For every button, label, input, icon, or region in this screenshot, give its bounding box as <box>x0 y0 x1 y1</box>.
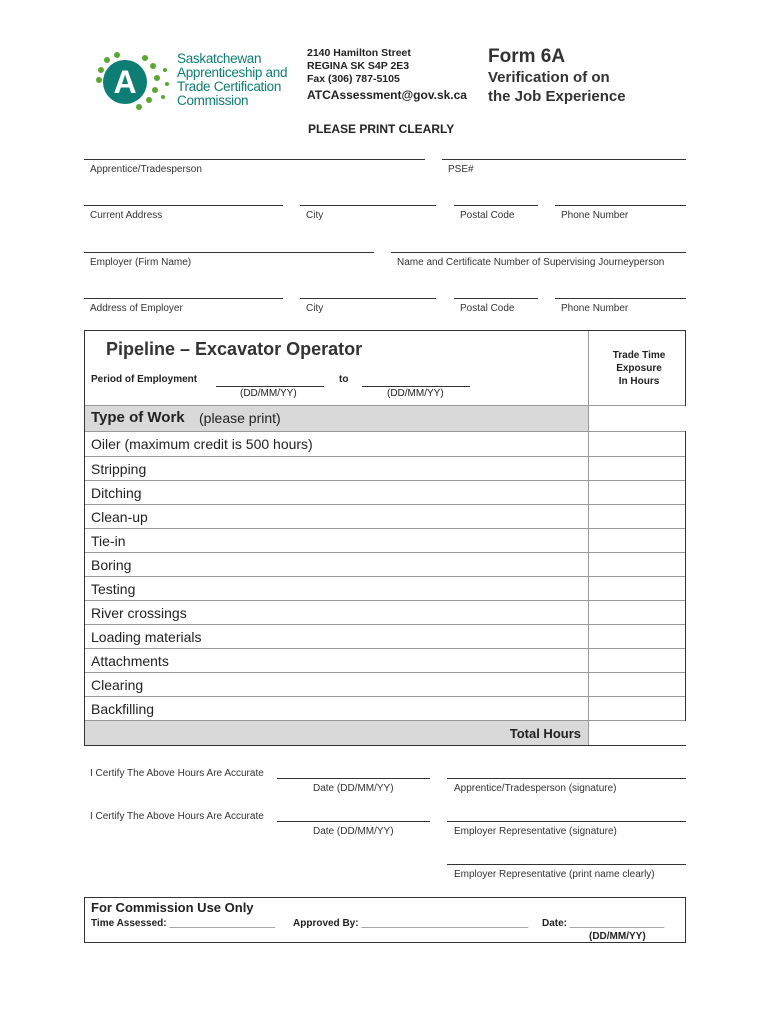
org-name: Saskatchewan Apprenticeship and Trade Certification Commission <box>177 51 288 108</box>
total-hours-row <box>85 720 685 745</box>
postal-code-label: Postal Code <box>460 210 515 221</box>
certify-statement-2: I Certify The Above Hours Are Accurate <box>90 811 264 822</box>
list-item: River crossings <box>85 600 685 624</box>
trade-time-divider <box>588 331 589 405</box>
hours-cell[interactable] <box>588 577 686 600</box>
current-address-line[interactable] <box>84 205 283 206</box>
time-assessed-field[interactable]: Time Assessed: ___________________ <box>91 918 276 929</box>
hours-cell[interactable] <box>588 432 686 456</box>
employer-signature-line[interactable] <box>447 821 686 822</box>
list-item: Ditching <box>85 480 685 504</box>
list-item: Attachments <box>85 648 685 672</box>
hours-cell[interactable] <box>588 553 686 576</box>
period-start-line[interactable] <box>216 386 324 387</box>
city-label: City <box>306 210 324 221</box>
employer-phone-label: Phone Number <box>561 303 629 314</box>
employer-city-label: City <box>306 303 324 314</box>
hours-cell[interactable] <box>588 601 686 624</box>
list-item: Tie-in <box>85 528 685 552</box>
commission-title: For Commission Use Only <box>91 900 254 915</box>
commission-date-field[interactable]: Date: _________________ <box>542 918 665 929</box>
apprentice-label: Apprentice/Tradesperson <box>90 164 202 175</box>
certify-statement-1: I Certify The Above Hours Are Accurate <box>90 768 264 779</box>
journeyperson-line[interactable] <box>391 252 686 253</box>
hours-cell[interactable] <box>588 505 686 528</box>
employer-postal-line[interactable] <box>454 298 538 299</box>
current-address-label: Current Address <box>90 210 163 221</box>
employer-address-label: Address of Employer <box>90 303 183 314</box>
list-item: Loading materials <box>85 624 685 648</box>
certify-date-line-2[interactable] <box>277 821 430 822</box>
hours-cell[interactable] <box>588 673 686 696</box>
trade-title: Pipeline – Excavator Operator <box>106 339 363 359</box>
list-item: Clean-up <box>85 504 685 528</box>
apprentice-signature-label: Apprentice/Tradesperson (signature) <box>454 783 617 794</box>
list-item: Oiler (maximum credit is 500 hours) <box>85 431 685 456</box>
list-item: Backfilling <box>85 696 685 720</box>
hours-cell[interactable] <box>588 697 686 720</box>
hours-cell[interactable] <box>588 457 686 480</box>
trade-time-header: Trade Time Exposure In Hours <box>612 350 666 387</box>
total-hours-label: Total Hours <box>509 726 581 741</box>
employer-postal-label: Postal Code <box>460 303 515 314</box>
hours-cell[interactable] <box>588 529 686 552</box>
certify-date-line-1[interactable] <box>277 778 430 779</box>
employer-city-line[interactable] <box>300 298 436 299</box>
form-number: Form 6A <box>488 46 566 67</box>
form-title: Verification of on the Job Experience <box>488 69 626 105</box>
work-hours-table <box>84 330 686 746</box>
email-address: ATCAssessment@gov.sk.ca <box>307 88 467 102</box>
pse-label: PSE# <box>448 164 474 175</box>
svg-text:A: A <box>113 64 137 100</box>
apprentice-line[interactable] <box>84 159 425 160</box>
approved-by-field[interactable]: Approved By: ______________________________ <box>293 918 529 929</box>
period-end-line[interactable] <box>362 386 470 387</box>
city-line[interactable] <box>300 205 436 206</box>
employer-line[interactable] <box>84 252 374 253</box>
list-item: Stripping <box>85 456 685 480</box>
employer-label: Employer (Firm Name) <box>90 257 192 268</box>
apprentice-signature-line[interactable] <box>447 778 686 779</box>
please-print-label: (please print) <box>199 410 281 426</box>
employer-phone-line[interactable] <box>555 298 686 299</box>
to-label: to <box>339 374 349 385</box>
phone-line[interactable] <box>555 205 686 206</box>
hours-cell[interactable] <box>588 649 686 672</box>
hours-cell[interactable] <box>588 481 686 504</box>
period-label: Period of Employment <box>91 374 198 385</box>
pse-line[interactable] <box>442 159 686 160</box>
logo <box>95 50 175 112</box>
postal-code-line[interactable] <box>454 205 538 206</box>
list-item: Boring <box>85 552 685 576</box>
employer-print-name-line[interactable] <box>447 864 686 865</box>
employer-print-name-label: Employer Representative (print name clearly) <box>454 869 655 880</box>
certify-date-label-1: Date (DD/MM/YY) <box>313 783 394 794</box>
commission-box <box>84 897 686 943</box>
period-start-format: (DD/MM/YY) <box>240 388 297 399</box>
address-block: 2140 Hamilton Street REGINA SK S4P 2E3 Fax (306) 787-5105 ATCAssessment@gov.sk.ca <box>307 47 467 102</box>
type-of-work-label: Type of Work <box>91 409 185 426</box>
journeyperson-label: Name and Certificate Number of Supervising Journeyperson <box>397 257 665 268</box>
employer-address-line[interactable] <box>84 298 283 299</box>
type-of-work-header <box>85 405 685 431</box>
period-end-format: (DD/MM/YY) <box>387 388 444 399</box>
certify-date-label-2: Date (DD/MM/YY) <box>313 826 394 837</box>
employer-signature-label: Employer Representative (signature) <box>454 826 617 837</box>
phone-label: Phone Number <box>561 210 629 221</box>
list-item: Testing <box>85 576 685 600</box>
list-item: Clearing <box>85 672 685 696</box>
total-hours-cell[interactable] <box>588 721 686 745</box>
hours-cell[interactable] <box>588 625 686 648</box>
print-instruction: PLEASE PRINT CLEARLY <box>308 122 455 136</box>
commission-date-format: (DD/MM/YY) <box>589 931 646 942</box>
